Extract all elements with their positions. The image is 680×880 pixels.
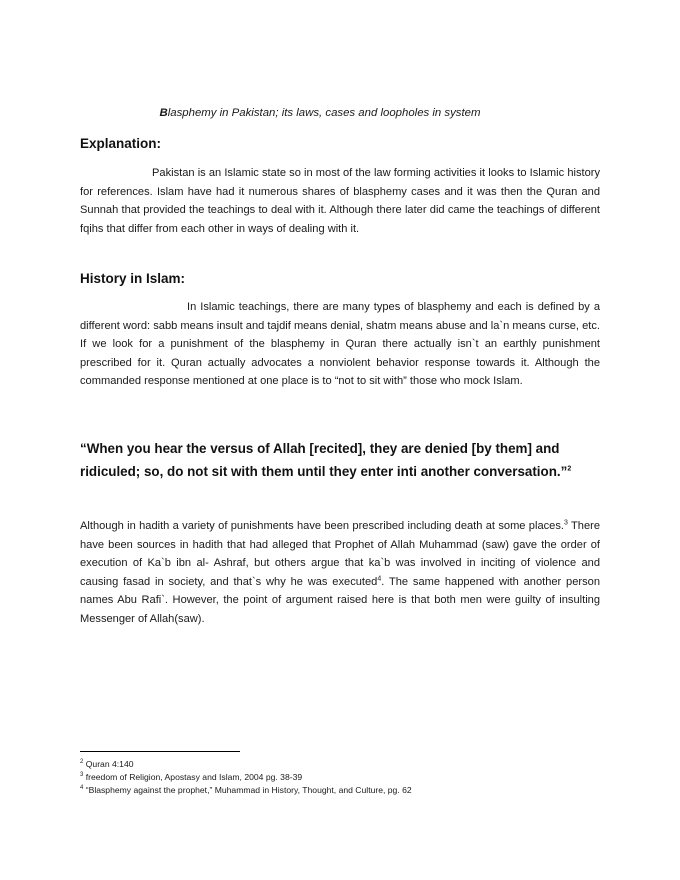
footnote-ref-2[interactable]: 2 — [567, 465, 572, 473]
footnote-ref-4[interactable]: 4 — [377, 575, 382, 583]
heading-history-in-islam: History in Islam: — [80, 271, 186, 286]
footnote-text: freedom of Religion, Apostasy and Islam, 2004 pg. 38-39 — [83, 772, 303, 782]
quran-quote — [80, 438, 600, 483]
hadith-text-1: Although in hadith a variety of punishments have been prescribed including death at some places. — [80, 520, 564, 532]
footnote-number: 3 — [80, 772, 84, 779]
paragraph-history-text: In Islamic teachings, there are many types of blasphemy and each is defined by a different word: sabb means insult and tajdif means denial, shatm means abuse and la`n means curse, etc. If we look for a punishment of the blasphemy in Quran there actually isn`t an earthly punishment prescribed for it. Quran actually advocates a nonviolent behavior response towards it. Although the commanded response mentioned at one place is to “not to sit with” those who mock Islam. — [80, 301, 600, 388]
heading-explanation: Explanation: — [80, 136, 162, 151]
document-title — [0, 107, 640, 119]
hadith-text-2: There have been sources in hadith that had alleged that Prophet of Allah Muhammad (saw) gave the order of execution of Ka`b ibn al- Ashraf, but others argue that ka`b was involved in inciting of violence and causing fasad in society, and that`s why he was executed — [80, 520, 600, 588]
footnote-item — [80, 784, 620, 797]
footnote-number: 4 — [80, 785, 84, 792]
footnotes — [80, 758, 620, 797]
paragraph-explanation-text: Pakistan is an Islamic state so in most of the law forming activities it looks to Islamic history for references. Islam have had it numerous shares of blasphemy cases and it was then the Quran and Sunnah that provided the teachings to deal with it. Although there later did came the teachings of different fqihs that differ from each other in ways of dealing with it. — [80, 167, 600, 235]
title-text: lasphemy in Pakistan; its laws, cases and loopholes in system — [167, 107, 481, 119]
footnote-text: “Blasphemy against the prophet,” Muhammad in History, Thought, and Culture, pg. 62 — [83, 785, 412, 795]
footnote-item — [80, 758, 620, 771]
footnote-item — [80, 771, 620, 784]
title-first-letter: B — [159, 107, 168, 119]
footnote-divider — [80, 751, 240, 752]
paragraph-hadith — [80, 517, 600, 629]
quote-text: “When you hear the versus of Allah [recited], they are denied [by them] and ridiculed; so, do not sit with them until they enter inti another conversation.” — [80, 441, 568, 479]
paragraph-explanation — [80, 164, 600, 238]
hadith-text-3: . The same happened with another person names Abu Rafi`. However, the point of argument raised here is that both men were guilty of insulting Messenger of Allah(saw). — [80, 575, 600, 625]
footnote-ref-3[interactable]: 3 — [563, 519, 568, 527]
footnote-text: Quran 4:140 — [83, 759, 134, 769]
footnote-number: 2 — [80, 759, 84, 766]
paragraph-history — [80, 298, 600, 391]
